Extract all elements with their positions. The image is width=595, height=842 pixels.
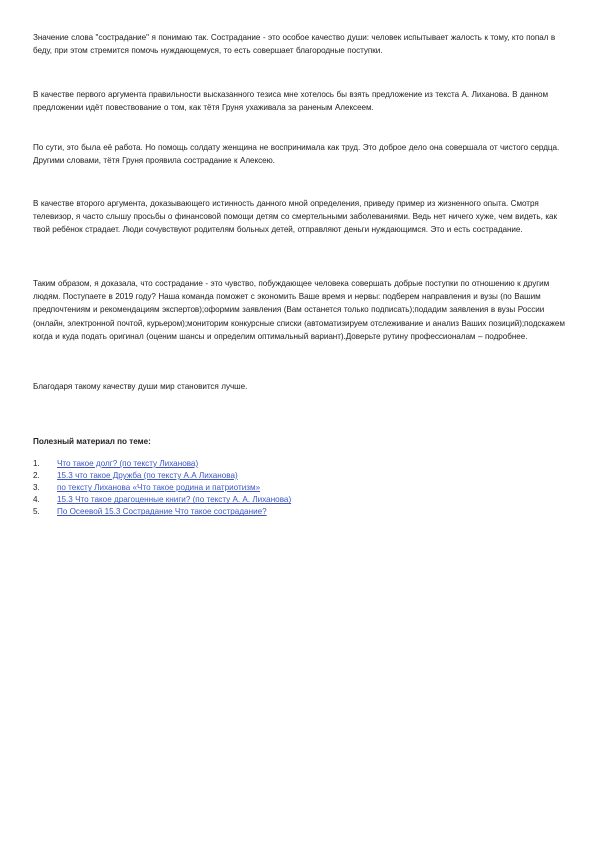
paragraph-definition: Значение слова "сострадание" я понимаю так. Сострадание - это особое качество души: человек испытывает жалость к тому, кто попал в беду, при этом стремится помочь нуждающемуся, то есть совершает благородные поступки. xyxy=(33,33,556,56)
list-number: 5. xyxy=(33,507,40,517)
paragraph-argument-one: В качестве первого аргумента правильности высказанного тезиса мне хотелось бы взять предложение из текста А. Лиханова. В данном предложении идёт повествование о том, как тётя Груня ухаживала за раненым Алексеем. xyxy=(33,90,548,113)
list-item xyxy=(33,494,291,506)
list-item xyxy=(33,506,291,518)
related-link-duty[interactable]: Что такое долг? (по тексту Лиханова) xyxy=(57,459,199,468)
list-number: 2. xyxy=(33,471,40,481)
related-links-list xyxy=(33,458,291,518)
paragraph-commentary: По сути, это была её работа. Но помощь солдату женщина не воспринимала как труд. Это доброе дело она совершала от чистого сердца. Другими словами, тётя Груня проявила сострадание к Алексею. xyxy=(33,143,560,166)
paragraph-argument-two: В качестве второго аргумента, доказывающего истинность данного мной определения, приведу пример из жизненного опыта. Смотря телевизор, я часто слышу просьбы о финансовой помощи детям со смертельными заболеваниями. Ведь нет ничего хуже, чем видеть, как твой ребёнок страдает. Люди сочувствуют родителям больных детей, отправляют деньги нуждающимся. Это и есть сострадание. xyxy=(33,199,557,235)
list-item xyxy=(33,458,291,470)
list-number: 3. xyxy=(33,483,40,493)
related-link-precious-books[interactable]: 15.3 Что такое драгоценные книги? (по тексту А. А. Лиханова) xyxy=(57,495,292,505)
list-number: 1. xyxy=(33,459,40,468)
paragraph-closing: Благодаря такому качеству души мир становится лучше. xyxy=(33,382,248,391)
list-item xyxy=(33,470,291,482)
list-number: 4. xyxy=(33,495,40,505)
related-link-compassion[interactable]: По Осеевой 15.3 Сострадание Что такое сострадание? xyxy=(57,507,267,517)
related-heading: Полезный материал по теме: xyxy=(33,437,151,446)
related-link-patriotism[interactable]: по тексту Лиханова «Что такое родина и патриотизм» xyxy=(57,483,261,493)
list-item xyxy=(33,482,291,494)
related-link-friendship[interactable]: 15.3 что такое Дружба (по тексту А.А Лиханова) xyxy=(57,471,238,481)
paragraph-conclusion: Таким образом, я доказала, что сострадание - это чувство, побуждающее человека совершать добрые поступки по отношению к другим людям. Поступаете в 2019 году? Наша команда поможет с экономить Ваше время и нервы: подберем направления и вузы (по Вашим предпочтениям и рекомендациям экспертов);оформим заявления (Вам останется только подписать);подадим заявления в вузы России (онлайн, электронной почтой, курьером);мониторим конкурсные списки (автоматизируем отслеживание и анализ Ваших позиций);подскажем когда и куда подать оригинал (оценим шансы и определим оптимальный вариант).Доверьте рутину профессионалам – подробнее. xyxy=(33,279,565,341)
